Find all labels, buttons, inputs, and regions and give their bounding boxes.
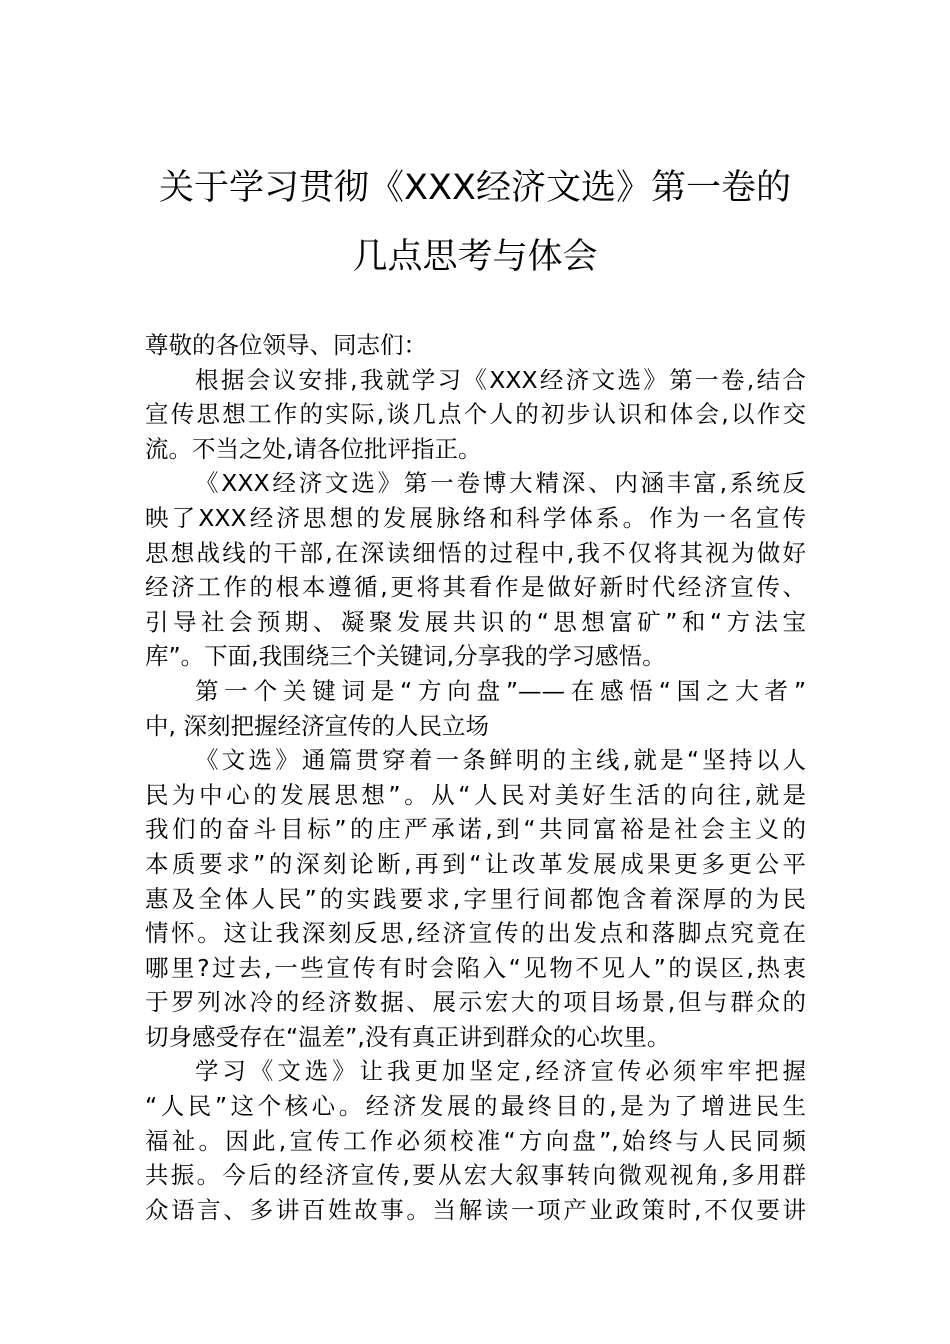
text-line: “人民”这个核心。经济发展的最终目的,是为了增进民生 xyxy=(145,1092,806,1121)
paragraph xyxy=(145,674,806,743)
paragraph xyxy=(145,363,806,467)
text-line: 哪里?过去,一些宣传有时会陷入“见物不见人”的误区,热衷 xyxy=(145,953,806,982)
text-line: 流。不当之处,请各位批评指正。 xyxy=(145,434,482,463)
text-line: 《文选》通篇贯穿着一条鲜明的主线,就是“坚持以人 xyxy=(195,746,806,775)
text-line: 于罗列冰冷的经济数据、展示宏大的项目场景,但与群众的 xyxy=(145,988,806,1017)
text-line: 本质要求”的深刻论断,再到“让改革发展成果更多更公平 xyxy=(145,849,806,878)
text-line: 共振。今后的经济宣传,要从宏大叙事转向微观视角,多用群 xyxy=(145,1161,806,1190)
text-line: 思想战线的干部,在深读细悟的过程中,我不仅将其视为做好 xyxy=(145,538,806,567)
text-line: 宣传思想工作的实际,谈几点个人的初步认识和体会,以作交 xyxy=(145,400,806,429)
text-line: 我们的奋斗目标”的庄严承诺,到“共同富裕是社会主义的 xyxy=(145,815,806,844)
text-line: 第一个关键词是“方向盘”——在感悟“国之大者” xyxy=(195,676,806,705)
document-title-line-1: 关于学习贯彻《XXX经济文选》第一卷的 xyxy=(159,168,791,208)
text-line: 库”。下面,我围绕三个关键词,分享我的学习感悟。 xyxy=(145,642,666,671)
document-body xyxy=(145,328,806,1227)
text-line: 众语言、多讲百姓故事。当解读一项产业政策时,不仅要讲 xyxy=(145,1195,806,1224)
text-line: 引导社会预期、凝聚发展共识的“思想富矿”和“方法宝 xyxy=(145,607,806,636)
text-line: 民为中心的发展思想”。从“人民对美好生活的向往,就是 xyxy=(145,780,806,809)
text-line: 映了XXX经济思想的发展脉络和科学体系。作为一名宣传 xyxy=(145,503,806,532)
text-line: 根据会议安排,我就学习《XXX经济文选》第一卷,结合 xyxy=(195,365,806,394)
text-line: 切身感受存在“温差”,没有真正讲到群众的心坎里。 xyxy=(145,1022,671,1051)
text-line: 经济工作的根本遵循,更将其看作是做好新时代经济宣传、 xyxy=(145,573,806,602)
paragraph xyxy=(145,466,806,674)
text-line: 中, 深刻把握经济宣传的人民立场 xyxy=(145,711,489,740)
text-line: 福祉。因此,宣传工作必须校准“方向盘”,始终与人民同频 xyxy=(145,1126,806,1155)
text-line: 《XXX经济文选》第一卷博大精深、内涵丰富,系统反 xyxy=(195,469,806,498)
text-line: 尊敬的各位领导、同志们： xyxy=(145,331,427,359)
paragraph xyxy=(145,1054,806,1227)
text-line: 情怀。这让我深刻反思,经济宣传的出发点和落脚点究竟在 xyxy=(145,919,806,948)
text-line: 学习《文选》让我更加坚定,经济宣传必须牢牢把握 xyxy=(195,1057,806,1086)
text-line: 惠及全体人民”的实践要求,字里行间都饱含着深厚的为民 xyxy=(145,884,806,913)
paragraph xyxy=(145,743,806,1054)
salutation xyxy=(145,328,806,363)
document-title-line-2: 几点思考与体会 xyxy=(352,237,598,277)
